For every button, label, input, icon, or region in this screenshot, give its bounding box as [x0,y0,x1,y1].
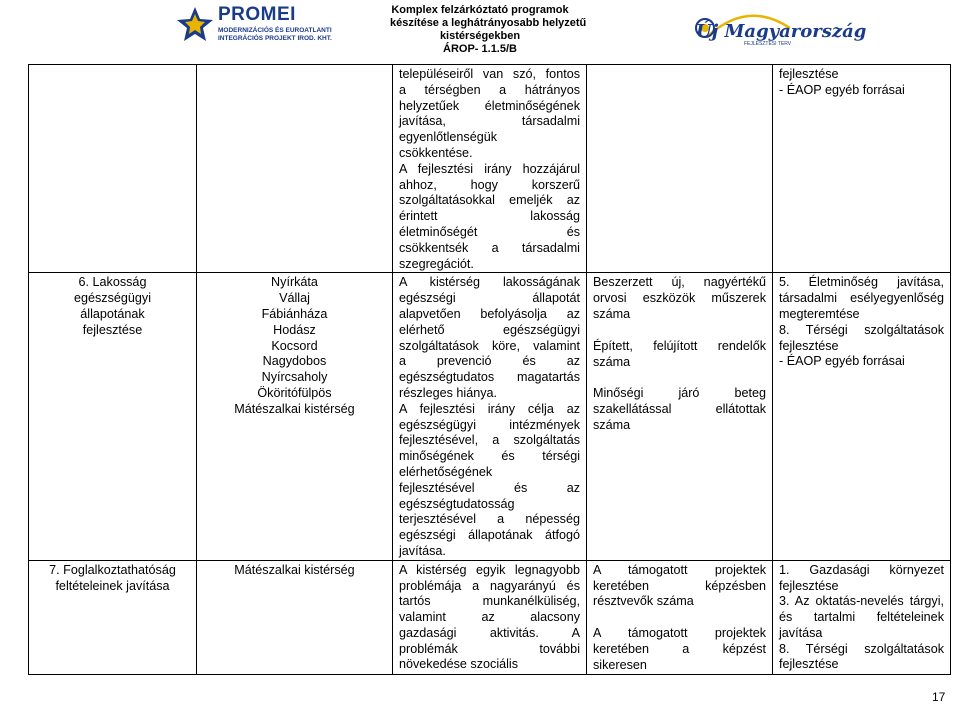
cell-text-line: orvosi eszközök műszerek [593,291,766,306]
cell-text-line: valamint az alacsony [399,610,580,625]
promei-name: PROMEI [218,4,296,25]
table-cell [29,65,197,273]
page-number: 17 [932,690,946,704]
cell-text-line: megteremtése [779,306,860,321]
table-cell-justification [393,273,587,560]
title-line: ÁROP- 1.1.5/B [443,43,517,55]
cell-text-line: A fejlesztési irány célja az [399,401,580,416]
table-cell-settlements [197,560,393,674]
cell-text-line: 3. Az oktatás-nevelés tárgyi, [779,594,944,609]
cell-text-line: terjesztésével a népesség [399,512,580,527]
cell-text-line: életminőségét és [399,224,580,239]
cell-text-line: egészségi állapotának átfogó [399,528,580,543]
cell-text-line: Fábiánháza [261,306,328,321]
cell-text-line: egészségtudatosság [399,496,515,511]
table-cell-indicators [587,273,773,560]
cell-text-line: Vállaj [279,291,310,306]
title-line: Komplex felzárkóztató programok [391,4,569,16]
cell-text-line: száma [593,354,631,369]
table-cell-goal [29,273,197,560]
promei-logo [176,4,336,50]
table-row [29,560,951,674]
cell-text-line: száma [593,306,631,321]
cell-text-line: tartós munkanélküliség, [399,594,580,609]
cell-text-line: szegregációt. [399,256,474,271]
cell-text-line: egészségügyi [73,291,151,306]
promei-subtitle: MODERNIZÁCIÓS ÉS EUROATLANTI INTEGRÁCIÓS PROJEKT IROD. KHT. [218,27,332,42]
uj-magyarorszag-text: Új Magyarország [696,21,867,42]
cell-text-line: fejlesztésével, a szolgáltatás [399,433,580,448]
cell-text-line: Beszerzett új, nagyértékű [593,275,766,290]
cell-text-line: helyzetűek életminőségének [399,98,580,113]
cell-text-line: problémák további [399,641,580,656]
cell-text-line: sikeresen [593,657,647,672]
cell-text-line: javítása. [399,543,446,558]
cell-text-line: szakellátással ellátottak [593,402,766,417]
cell-text-line: 8. Térségi szolgáltatások [779,322,944,337]
table-cell-indicators [587,560,773,674]
cell-text-line: 1. Gazdasági környezet [779,562,944,577]
table-cell-justification [393,65,587,273]
cell-text-line: Hodász [273,322,316,337]
cell-text-line: - ÉAOP egyéb forrásai [779,354,905,369]
cell-text-line: elérhető egészségügyi [399,322,580,337]
cell-text-line: résztvevők száma [593,594,694,609]
cell-text-line: problémája a nagyarányú és [399,578,580,593]
cell-text-line: A kistérség egyik legnagyobb [399,562,580,577]
title-line: kistérségekben [439,30,521,42]
page-header [0,0,960,56]
table-cell [587,65,773,273]
cell-text-line: - ÉAOP egyéb forrásai [779,82,905,97]
cell-text-line: 8. Térségi szolgáltatások [779,641,944,656]
cell-text-line: Nagydobos [262,354,327,369]
cell-text-line: keretében képzésben [593,578,766,593]
cell-text-line: településeiről van szó, fontos [399,67,580,81]
table-cell-settlements [197,273,393,560]
cell-text-line: társadalmi esélyegyenlőség [779,291,944,306]
cell-text-line: alapvetően befolyásolja az [399,306,580,321]
cell-text-line: fejlesztése [779,338,839,353]
cell-text-line: növekedése szociális [399,657,519,672]
cell-text-line: állapotának [80,306,145,321]
cell-text-line: szolgáltatásokkal emeljék az [399,193,580,208]
table-cell [197,65,393,273]
table-cell-justification [393,560,587,674]
cell-text-line: javítása, társadalmi [399,114,580,129]
uj-magyarorszag-subtitle: FEJLESZTÉSI TERV [744,41,792,47]
cell-text-line: Ököritófülpös [257,385,332,400]
cell-text-line: egyenlőtlenségük [399,130,498,145]
cell-text-line: feltételeinek javítása [55,578,170,593]
cell-text-line: Nyírkáta [271,275,318,290]
cell-text-line: Mátészalkai kistérség [234,562,355,577]
cell-text-line: A támogatott projektek [593,626,766,641]
cell-text-line: 6. Lakosság [78,275,147,290]
cell-text-line: fejlesztése [779,67,839,81]
cell-text-line: csökkentsék a társadalmi [399,240,580,255]
cell-text-line: Épített, felújított rendelők [593,338,766,353]
document-title [390,4,587,56]
cell-text-line: és tartalmi feltételeinek [779,610,944,625]
cell-text-line: fejlesztése [82,322,143,337]
cell-text-line: Kocsord [271,338,318,353]
cell-text-line: egészségügyi intézmények [399,417,580,432]
cell-text-line: csökkentése. [399,145,473,160]
table-row [29,65,951,273]
uj-magyarorszag-logo [692,8,867,48]
cell-text-line: Nyírcsaholy [261,370,328,385]
cell-text-line: 7. Foglalkoztathatóság [49,562,176,577]
cell-text-line: fejlesztése [779,578,839,593]
cell-text-line: a térségben a hátrányos [399,82,580,97]
cell-text-line: fejlesztésével és az [399,480,580,495]
table-cell-sources [773,273,951,560]
cell-text-line: a prevenció és az [399,354,580,369]
cell-text-line: keretében a képzést [593,641,766,656]
title-line: készítése a leghátrányosabb helyzetű [390,17,587,29]
cell-text-line: A fejlesztési irány hozzájárul [399,161,580,176]
cell-text-line: száma [593,417,631,432]
table-cell-goal [29,560,197,674]
cell-text-line: fejlesztése [779,657,839,672]
cell-text-line: egészségtudatos magatartás [399,370,580,385]
cell-text-line: A kistérség lakosságának [399,275,580,290]
cell-text-line: A támogatott projektek [593,562,766,577]
table-row [29,273,951,560]
cell-text-line: egészségi állapotát [399,291,580,306]
cell-text-line: ahhoz, hogy korszerű [399,177,580,192]
cell-text-line: elérhetőségének [399,464,493,479]
cell-text-line: 5. Életminőség javítása, [779,275,944,290]
table-cell-sources [773,65,951,273]
cell-text-line: Minőségi járó beteg [593,386,766,401]
development-table [28,64,951,675]
cell-text-line: érintett lakosság [399,209,580,224]
cell-text-line: gazdasági aktivitás. A [399,625,580,640]
promei-star-icon [176,6,214,42]
cell-text-line: minőségének és térségi [399,449,580,464]
cell-text-line: részleges hiánya. [399,385,498,400]
cell-text-line: szolgáltatások köre, valamint [399,338,580,353]
table-cell-sources [773,560,951,674]
cell-text-line: javítása [779,625,823,640]
cell-text-line: Mátészalkai kistérség [234,401,355,416]
